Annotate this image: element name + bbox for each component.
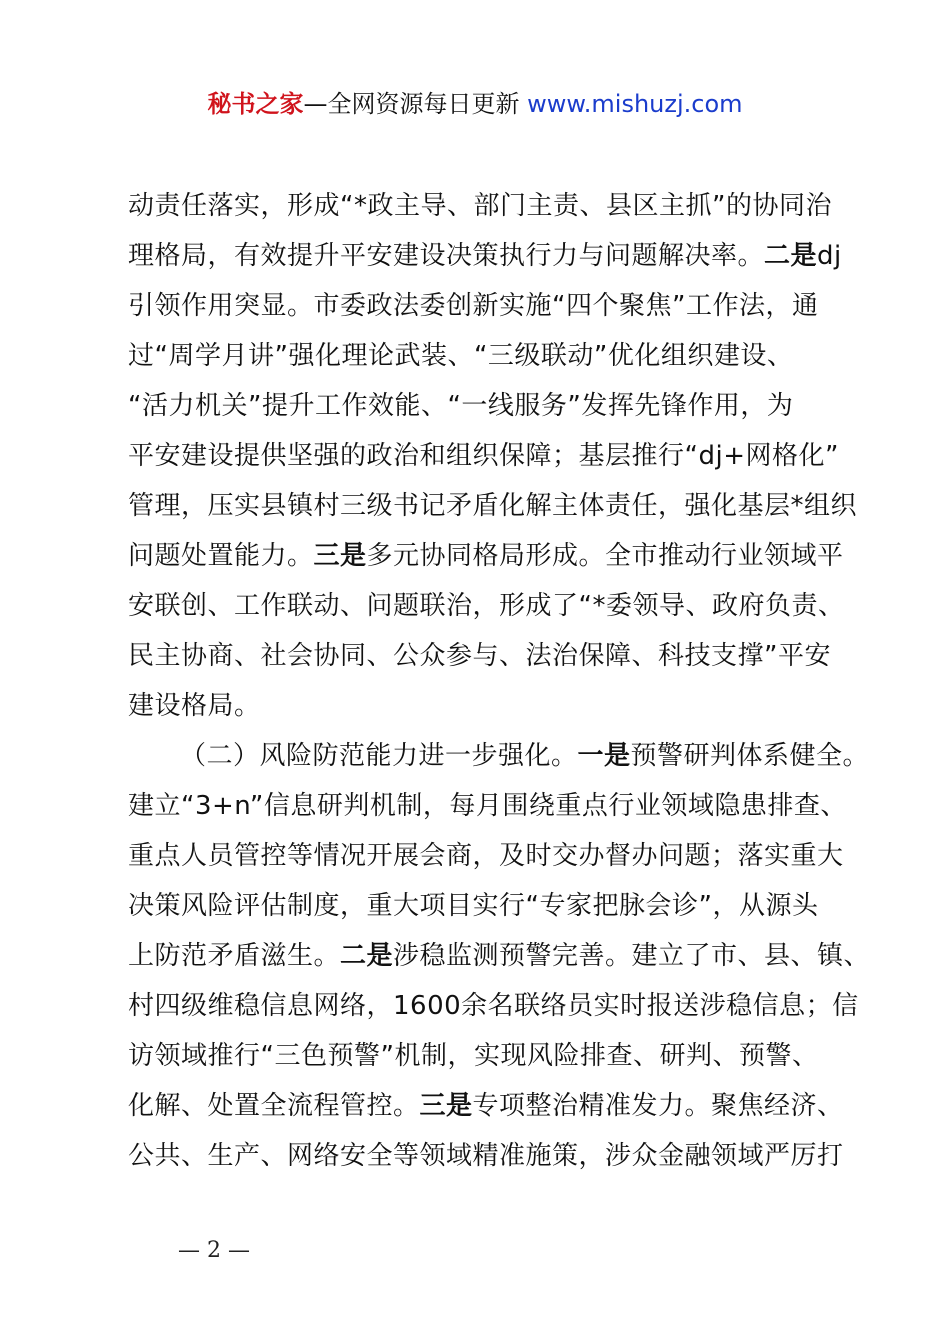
text-line	[128, 631, 848, 681]
bold-marker: 二是	[340, 941, 394, 971]
header-tagline: —全网资源每日更新	[303, 90, 528, 118]
line-text: “活力机关”提升工作效能、“一线服务”发挥先锋作用，为	[128, 391, 794, 421]
text-line	[128, 681, 848, 731]
line-text: 建设格局。	[128, 691, 261, 721]
line-text: 问题处置能力。	[128, 541, 314, 571]
text-line	[128, 281, 848, 331]
line-text: 建立“3+n”信息研判机制，每月围绕重点行业领域隐患排查、	[128, 791, 847, 821]
line-text: 理格局，有效提升平安建设决策执行力与问题解决率。	[128, 241, 765, 271]
line-text-after: 涉稳监测预警完善。建立了市、县、镇、	[393, 941, 871, 971]
text-line	[128, 231, 848, 281]
site-header	[0, 86, 950, 122]
bold-marker: 三是	[313, 541, 367, 571]
text-line	[128, 381, 848, 431]
text-line	[128, 581, 848, 631]
line-text: 化解、处置全流程管控。	[128, 1091, 420, 1121]
line-text: （二）风险防范能力进一步强化。	[180, 741, 578, 771]
line-text-after: 多元协同格局形成。全市推动行业领域平	[366, 541, 844, 571]
line-text: 过“周学月讲”强化理论武装、“三级联动”优化组织建设、	[128, 341, 794, 371]
text-line	[128, 981, 859, 1031]
line-text: 公共、生产、网络安全等领域精准施策，涉众金融领域严厉打	[128, 1141, 844, 1171]
text-line	[128, 731, 870, 781]
text-line	[128, 181, 848, 231]
bold-marker: 二是	[764, 241, 818, 271]
text-line	[128, 531, 848, 581]
line-text: 决策风险评估制度，重大项目实行“专家把脉会诊”，从源头	[128, 891, 819, 921]
line-text: 引领作用突显。市委政法委创新实施“四个聚焦”工作法，通	[128, 291, 819, 321]
text-line	[128, 881, 848, 931]
line-text: 安联创、工作联动、问题联治，形成了“*委领导、政府负责、	[128, 591, 845, 621]
line-text: 上防范矛盾滋生。	[128, 941, 341, 971]
document-body	[128, 181, 871, 1181]
line-text-after: 预警研判体系健全。	[630, 741, 870, 771]
line-text: 平安建设提供坚强的政治和组织保障；基层推行“dj+网格化”	[128, 441, 839, 471]
brand-name: 秘书之家	[207, 90, 304, 118]
line-text: 动责任落实，形成“*政主导、部门主责、县区主抓”的协同治	[128, 191, 832, 221]
page-number: — 2 —	[178, 1238, 250, 1263]
text-line	[128, 431, 848, 481]
text-line	[128, 1081, 848, 1131]
text-line	[128, 481, 858, 531]
text-line	[128, 931, 871, 981]
line-text-after: 专项整治精准发力。聚焦经济、	[472, 1091, 844, 1121]
line-text: 村四级维稳信息网络，1600余名联络员实时报送涉稳信息；信	[128, 991, 859, 1021]
line-text: 重点人员管控等情况开展会商，及时交办督办问题；落实重大	[128, 841, 844, 871]
text-line	[128, 1131, 848, 1181]
text-line	[128, 1031, 848, 1081]
line-text-after: dj	[817, 241, 842, 271]
bold-marker: 三是	[419, 1091, 473, 1121]
text-line	[128, 781, 848, 831]
line-text: 访领域推行“三色预警”机制，实现风险排查、研判、预警、	[128, 1041, 819, 1071]
site-url[interactable]: www.mishuzj.com	[527, 90, 743, 118]
text-line	[128, 331, 848, 381]
bold-marker: 一是	[577, 741, 631, 771]
line-text: 民主协商、社会协同、公众参与、法治保障、科技支撑”平安	[128, 641, 831, 671]
line-text: 管理，压实县镇村三级书记矛盾化解主体责任，强化基层*组织	[128, 491, 858, 521]
text-line	[128, 831, 848, 881]
